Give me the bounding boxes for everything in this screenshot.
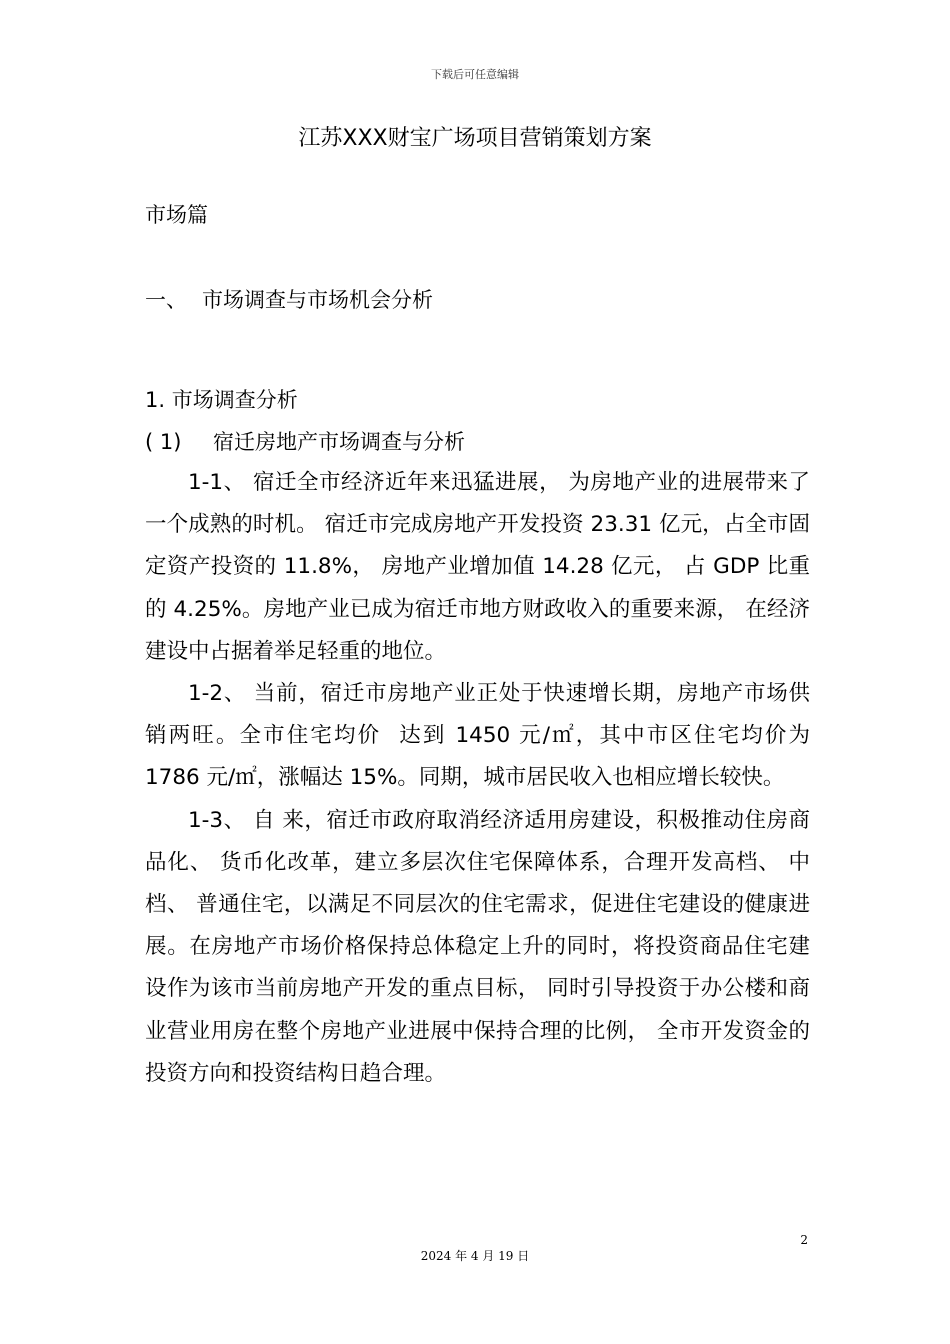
header-note: 下载后可任意编辑	[431, 68, 519, 81]
part-heading: 市场篇	[145, 203, 208, 227]
subsection-number: ( 1)	[145, 430, 182, 454]
paragraph-1-2: 1-2、 当前，宿迁市房地产业正处于快速增长期，房地产市场供销两旺。全市住宅均价 达到 1450 元/㎡，其中市区住宅均价为 1786 元/㎡，涨幅达 15%。同期，城市居民收入也相应增长较快。	[145, 681, 817, 791]
paragraph-1-1: 1-1、 宿迁全市经济近年来迅猛进展， 为房地产业的进展带来了一个成熟的时机。 宿迁市完成房地产开发投资 23.31 亿元，占全市固定资产投资的 11.8%， 房地产业增加值 14.28 亿元， 占 GDP 比重的 4.25%。房地产业已成为宿迁市地方财政收入的重要来源， 在经济建设中占据着举足轻重的地位。	[145, 470, 810, 664]
section-label: 市场调查与市场机会分析	[202, 288, 433, 312]
subsection-heading-1: 1. 市场调查分析	[145, 388, 298, 412]
subsection-label: 宿迁房地产市场调查与分析	[213, 430, 465, 454]
section-heading-one	[145, 284, 433, 314]
body-text	[145, 462, 817, 1095]
footer-date: 2024 年 4 月 19 日	[420, 1249, 530, 1263]
page-number: 2	[800, 1233, 808, 1247]
section-number: 一、	[145, 288, 187, 312]
paragraph-1-3: 1-3、 自 来，宿迁市政府取消经济适用房建设，积极推动住房商品化、 货币化改革，建立多层次住宅保障体系，合理开发高档、 中档、 普通住宅，以满足不同层次的住宅需求，促进住宅建设的健康进展。在房地产市场价格保持总体稳定上升的同时，将投资商品住宅建设作为该市当前房地产开发的重点目标， 同时引导投资于办公楼和商业营业用房在整个房地产业进展中保持合理的比例， 全市开发资金的投资方向和投资结构日趋合理。	[145, 807, 810, 1086]
subsection-heading-1-1	[145, 426, 465, 456]
document-title: 江苏XXX财宝广场项目营销策划方案	[298, 126, 652, 151]
